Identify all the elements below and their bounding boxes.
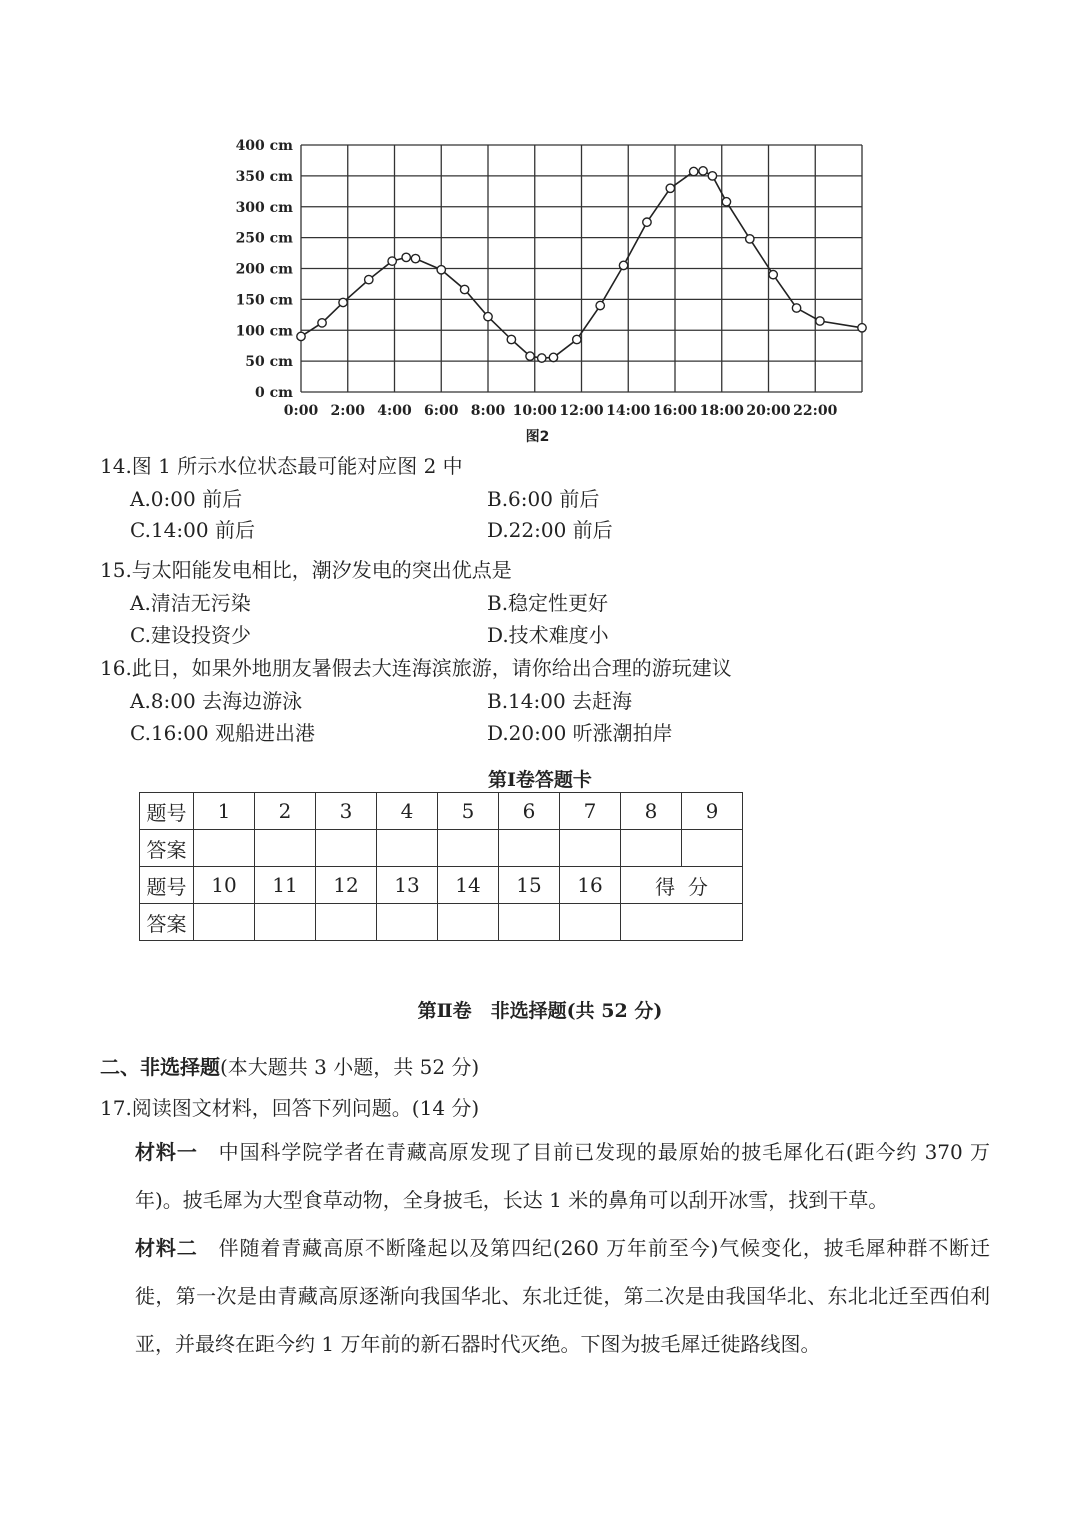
number-label-cell: 题号 [140, 793, 194, 830]
section-2-note: (本大题共 3 小题，共 52 分) [220, 1055, 480, 1079]
answer-cell[interactable] [682, 830, 743, 867]
answer-cell[interactable] [377, 830, 438, 867]
tide-data-point [365, 275, 373, 283]
answer-card-answer-row-2 [140, 904, 743, 941]
tide-data-point [690, 167, 698, 175]
question-15-option-b: B.稳定性更好 [487, 591, 609, 615]
answer-cell[interactable] [255, 904, 316, 941]
x-tick-label: 16:00 [652, 403, 698, 419]
x-tick-label: 10:00 [512, 403, 557, 419]
x-tick-label: 12:00 [559, 403, 604, 419]
tide-data-point [666, 184, 674, 192]
question-14-option-d: D.22:00 前后 [487, 518, 613, 542]
number-cell: 12 [316, 867, 377, 904]
question-15-option-a: A.清洁无污染 [130, 591, 251, 615]
y-tick-label: 50 cm [245, 354, 293, 371]
y-tick-label: 0 cm [255, 385, 293, 401]
tide-data-point [769, 270, 777, 278]
question-15-option-c: C.建设投资少 [130, 623, 251, 647]
y-tick-label: 250 cm [235, 230, 293, 247]
x-tick-label: 0:00 [283, 403, 319, 419]
question-17-stem: 17.阅读图文材料，回答下列问题。(14 分) [100, 1096, 480, 1120]
answer-cell[interactable] [194, 830, 255, 867]
tide-chart [230, 130, 880, 450]
question-16-option-d: D.20:00 听涨潮拍岸 [487, 721, 673, 745]
answer-cell[interactable] [438, 830, 499, 867]
tide-data-point [507, 335, 515, 343]
answer-cell[interactable] [255, 830, 316, 867]
x-tick-label: 20:00 [746, 403, 791, 419]
x-tick-label: 8:00 [470, 403, 506, 419]
answer-cell[interactable] [499, 830, 560, 867]
tide-data-point [573, 335, 581, 343]
number-cell: 15 [499, 867, 560, 904]
answer-card-title: 第Ⅰ卷答题卡 [488, 769, 592, 791]
material-2-text: 伴随着青藏高原不断隆起以及第四纪(260 万年前至今)气候变化，披毛犀种群不断迁徙，第一次是由青藏高原逐渐向我国华北、东北迁徙，第二次是由我国华北、东北北迁至西伯利亚，并最终在距今约 1 万年前的新石器时代灭绝。下图为披毛犀迁徙路线图。 [135, 1236, 991, 1356]
answer-cell[interactable] [438, 904, 499, 941]
number-cell: 11 [255, 867, 316, 904]
x-tick-label: 14:00 [606, 403, 651, 419]
answer-cell[interactable] [316, 830, 377, 867]
answer-cell[interactable] [560, 830, 621, 867]
answer-cell[interactable] [499, 904, 560, 941]
tide-data-point [297, 332, 305, 340]
question-14-option-b: B.6:00 前后 [487, 487, 600, 511]
tide-data-point [538, 354, 546, 362]
chart-title: 图2 [525, 429, 550, 445]
question-16-option-a: A.8:00 去海边游泳 [130, 689, 303, 713]
number-cell: 6 [499, 793, 560, 830]
answer-cell[interactable] [377, 904, 438, 941]
question-16-option-c: C.16:00 观船进出港 [130, 721, 315, 745]
x-tick-label: 2:00 [330, 403, 365, 419]
question-14-option-c: C.14:00 前后 [130, 518, 255, 542]
score-label-cell: 得 分 [621, 867, 743, 904]
tide-data-point [460, 285, 468, 293]
number-cell: 4 [377, 793, 438, 830]
tide-data-point [792, 304, 800, 312]
tide-data-point [816, 317, 824, 325]
tide-data-point [708, 172, 716, 180]
y-tick-label: 200 cm [235, 261, 293, 278]
tide-chart-svg [230, 130, 880, 450]
number-cell: 3 [316, 793, 377, 830]
answer-card-number-row-1 [140, 793, 743, 830]
number-cell: 1 [194, 793, 255, 830]
tide-data-point [643, 218, 651, 226]
tide-data-point [526, 352, 534, 360]
tide-data-point [619, 261, 627, 269]
tide-data-point [722, 198, 730, 206]
tide-data-point [549, 353, 557, 361]
y-tick-label: 100 cm [235, 323, 293, 340]
tide-data-point [746, 235, 754, 243]
section-2-title: 二、非选择题 [100, 1055, 220, 1079]
question-16-option-b: B.14:00 去赶海 [487, 689, 633, 713]
question-15-stem: 15.与太阳能发电相比，潮汐发电的突出优点是 [100, 558, 512, 582]
y-tick-label: 150 cm [235, 292, 293, 309]
material-1-text: 中国科学院学者在青藏高原发现了目前已发现的最原始的披毛犀化石(距今约 370 万年)。披毛犀为大型食草动物，全身披毛，长达 1 米的鼻角可以刮开冰雪，找到干草。 [135, 1140, 991, 1212]
answer-label-cell: 答案 [140, 904, 194, 941]
part2-heading: 第Ⅱ卷 非选择题(共 52 分) [417, 1000, 663, 1022]
question-15-option-d: D.技术难度小 [487, 623, 609, 647]
tide-data-point [858, 324, 866, 332]
y-tick-label: 300 cm [235, 199, 293, 216]
answer-cell[interactable] [194, 904, 255, 941]
number-cell: 9 [682, 793, 743, 830]
y-tick-label: 350 cm [235, 168, 293, 185]
tide-data-point [596, 301, 604, 309]
number-cell: 7 [560, 793, 621, 830]
answer-label-cell: 答案 [140, 830, 194, 867]
tide-data-point [318, 319, 326, 327]
answer-cell[interactable] [621, 830, 682, 867]
number-cell: 14 [438, 867, 499, 904]
score-cell[interactable] [621, 904, 743, 941]
tide-data-point [411, 254, 419, 262]
tide-data-point [699, 167, 707, 175]
number-cell: 2 [255, 793, 316, 830]
material-1-label: 材料一 [135, 1140, 198, 1164]
answer-cell[interactable] [316, 904, 377, 941]
number-cell: 5 [438, 793, 499, 830]
answer-card-answer-row-1 [140, 830, 743, 867]
x-tick-label: 18:00 [699, 403, 744, 419]
tide-data-point [484, 312, 492, 320]
tide-data-point [402, 253, 410, 261]
number-label-cell: 题号 [140, 867, 194, 904]
y-tick-label: 400 cm [235, 138, 293, 154]
material-1 [135, 1128, 990, 1224]
number-cell: 13 [377, 867, 438, 904]
x-tick-label: 4:00 [377, 403, 412, 419]
question-14-stem: 14.图 1 所示水位状态最可能对应图 2 中 [100, 454, 463, 478]
number-cell: 16 [560, 867, 621, 904]
tide-data-point [339, 298, 347, 306]
answer-cell[interactable] [560, 904, 621, 941]
number-cell: 8 [621, 793, 682, 830]
answer-card-table [139, 792, 743, 941]
answer-card-number-row-2 [140, 867, 743, 904]
tide-data-point [388, 257, 396, 265]
tide-data-point [437, 266, 445, 274]
material-2-label: 材料二 [135, 1236, 198, 1260]
material-2 [135, 1224, 990, 1368]
x-tick-label: 22:00 [793, 403, 838, 419]
question-14-option-a: A.0:00 前后 [130, 487, 243, 511]
section-2-title-line [100, 1053, 479, 1081]
question-16-stem: 16.此日，如果外地朋友暑假去大连海滨旅游，请你给出合理的游玩建议 [100, 656, 732, 680]
number-cell: 10 [194, 867, 255, 904]
x-tick-label: 6:00 [424, 403, 459, 419]
